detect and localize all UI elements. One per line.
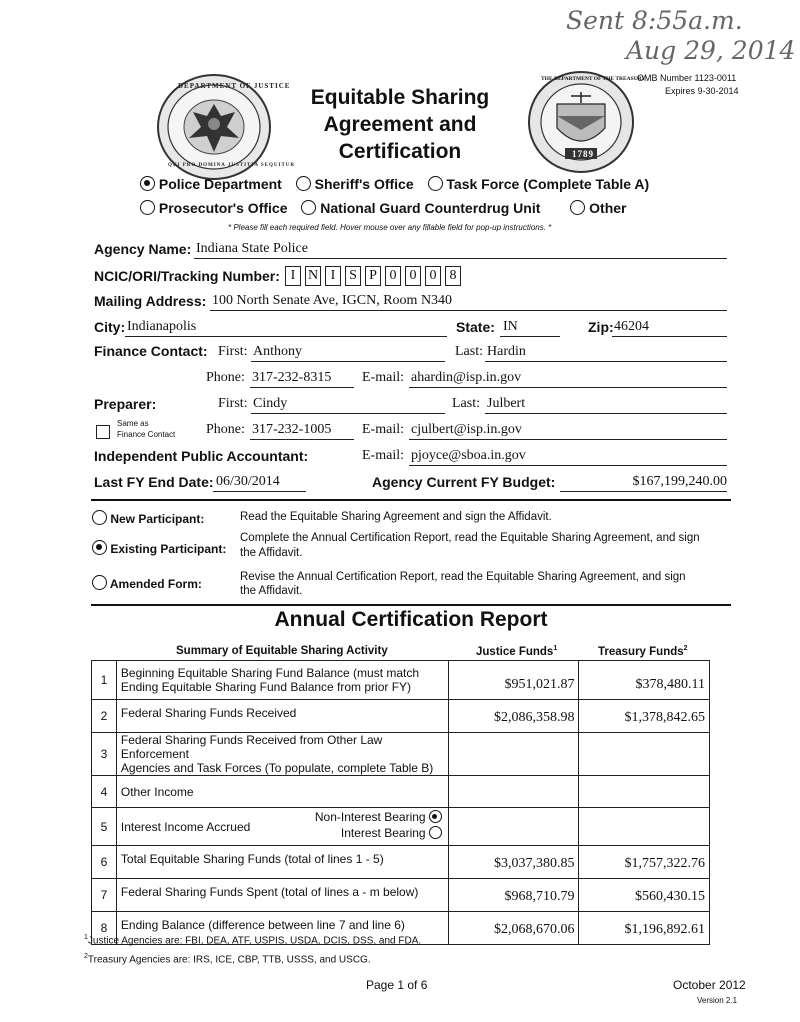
footnote-2-text: Treasury Agencies are: IRS, ICE, CBP, TTB, USSS, and USCG. [87,954,371,966]
row-number: 2 [92,700,117,733]
preparer-last-label: Last: [452,396,480,411]
preparer-first-field[interactable]: Cindy [253,396,288,411]
fy-end-label: Last FY End Date: [94,474,214,490]
row-description [116,700,448,733]
section-divider [91,499,731,501]
treasury-amount-field[interactable]: $1,196,892.61 [579,912,710,945]
agency-type-other-label: Other [589,200,627,216]
finance-first-field[interactable]: Anthony [253,344,302,359]
treasury-amount-field[interactable]: $1,378,842.65 [579,700,710,733]
table-row [92,733,710,776]
existing-participant-option[interactable] [92,540,226,556]
table-row [92,700,710,733]
row-number: 6 [92,846,117,879]
row-number: 4 [92,776,117,808]
form-title-line3: Certification [338,140,462,163]
accountant-email-field[interactable]: pjoyce@sboa.in.gov [411,448,526,463]
treasury-amount-field[interactable] [579,808,710,846]
ncic-char: N [305,266,321,286]
footnote-2-marker: 2 [84,953,88,960]
row-line1: Ending Balance (difference between line 7 and line 6) [120,918,405,932]
preparer-email-field[interactable]: cjulbert@isp.in.gov [411,422,522,437]
radio-existing-participant[interactable] [92,540,107,555]
amended-form-label: Amended Form: [109,577,202,591]
treasury-amount-field[interactable] [579,776,710,808]
radio-amended-form[interactable] [92,575,107,590]
agency-type-task-force-label: Task Force (Complete Table A) [446,176,650,192]
justice-amount-field[interactable] [448,776,579,808]
ncic-char: I [325,266,341,286]
row-line1: Beginning Equitable Sharing Fund Balance (must match [120,666,420,680]
agency-type-task-force[interactable] [428,176,650,192]
preparer-first-label: First: [218,396,248,411]
finance-phone-field[interactable]: 317-232-8315 [252,370,332,385]
justice-amount-field[interactable]: $3,037,380.85 [448,846,579,879]
agency-type-sheriff-label: Sheriff's Office [314,176,414,192]
agency-name-label: Agency Name: [94,241,192,257]
existing-participant-desc1: Complete the Annual Certification Report, read the Equitable Sharing Agreement, and sign [240,532,700,544]
amended-form-desc1: Revise the Annual Certification Report, read the Equitable Sharing Agreement, and sign [240,571,686,583]
finance-last-label: Last: [455,344,483,359]
col-treasury-header [598,645,688,658]
ncic-char: P [365,266,381,286]
fy-end-date-field[interactable]: 06/30/2014 [216,474,280,489]
justice-amount-field[interactable] [448,733,579,776]
amended-form-desc2: the Affidavit. [240,585,303,597]
fy-budget-label: Agency Current FY Budget: [372,474,556,490]
row-line1: Federal Sharing Funds Received [120,706,297,720]
footnote-2 [84,953,371,965]
row-description [116,733,448,776]
report-title: Annual Certification Report [274,608,548,631]
col-justice-header [476,645,557,658]
row-line1: Federal Sharing Funds Spent (total of lines a - m below) [120,885,419,899]
preparer-email-label: E-mail: [362,422,404,437]
mailing-address-field[interactable]: 100 North Senate Ave, IGCN, Room N340 [212,293,453,308]
radio-sheriffs-office[interactable] [296,176,311,191]
justice-amount-field[interactable]: $968,710.79 [448,879,579,912]
amended-form-option[interactable] [92,575,202,591]
footnote-1 [84,934,421,946]
mailing-address-label: Mailing Address: [94,293,207,309]
interest-bearing-option[interactable] [341,826,442,840]
justice-amount-field[interactable]: $951,021.87 [448,661,579,700]
treasury-amount-field[interactable]: $1,757,322.76 [579,846,710,879]
treasury-amount-field[interactable]: $378,480.11 [579,661,710,700]
new-participant-option[interactable] [92,510,204,526]
justice-amount-field[interactable]: $2,068,670.06 [448,912,579,945]
zip-label: Zip: [588,319,614,335]
form-title-line1: Equitable Sharing [310,86,490,109]
interest-bearing-label: Interest Bearing [340,826,426,840]
row-line1: Other Income [120,784,194,799]
ncic-char: 8 [445,266,461,286]
preparer-phone-field[interactable]: 317-232-1005 [252,422,332,437]
zip-field[interactable]: 46204 [614,319,649,334]
justice-amount-field[interactable]: $2,086,358.98 [448,700,579,733]
finance-phone-label: Phone: [206,370,245,385]
ncic-label: NCIC/ORI/Tracking Number: [94,268,280,284]
form-version: Version 2.1 [697,996,738,1005]
same-as-label: Same as [117,419,149,428]
section-divider [91,604,731,606]
finance-email-field[interactable]: ahardin@isp.in.gov [411,370,522,385]
new-participant-label: New Participant: [110,512,205,526]
treasury-seal-top-text: THE DEPARTMENT OF THE TREASURY [541,76,646,82]
doj-seal-top-text: DEPARTMENT OF JUSTICE [178,82,291,90]
row-description [116,879,448,912]
city-label: City: [94,319,126,335]
preparer-label: Preparer: [94,396,157,412]
form-title-line2: Agreement and [323,113,477,136]
instructions-note: * Please fill each required field. Hover mouse over any fillable field for pop-up instructions. * [228,223,552,232]
treasury-amount-field[interactable] [579,733,710,776]
row-line2: Ending Equitable Sharing Fund Balance from prior FY) [120,680,412,694]
form-date: October 2012 [673,978,746,992]
table-row [92,879,710,912]
omb-number: OMB Number 1123-0011 [637,73,737,83]
agency-type-sheriff[interactable] [296,176,414,192]
state-field[interactable]: IN [503,319,518,334]
row-description [116,776,448,808]
agency-type-national-guard[interactable] [301,200,540,216]
ncic-boxes[interactable] [285,266,465,286]
agency-type-prosecutor-label: Prosecutor's Office [158,200,288,216]
justice-amount-field[interactable] [448,808,579,846]
radio-new-participant[interactable] [92,510,107,525]
ncic-char: 0 [385,266,401,286]
agency-type-prosecutor[interactable] [140,200,287,216]
col-justice-sup: 1 [553,645,558,652]
city-field[interactable]: Indianapolis [127,319,197,334]
finance-last-field[interactable]: Hardin [487,344,526,359]
radio-police-department[interactable] [140,176,155,191]
ncic-char: S [345,266,361,286]
agency-name-field[interactable]: Indiana State Police [196,241,308,256]
row-line1: Interest Income Accrued [120,819,251,834]
table-row [92,846,710,879]
radio-national-guard[interactable] [301,200,316,215]
row-line2: Agencies and Task Forces (To populate, complete Table B) [120,761,434,775]
preparer-phone-label: Phone: [206,422,245,437]
col-treasury-text: Treasury Funds [598,645,684,658]
doj-seal-bottom-text: QUI PRO DOMINA JUSTITIA SEQUITUR [168,163,296,168]
state-label: State: [456,319,495,335]
agency-type-police[interactable] [140,176,282,192]
row-number: 8 [92,912,117,945]
agency-type-other[interactable] [570,200,626,216]
non-interest-bearing-label: Non-Interest Bearing [314,810,426,824]
row-description [116,808,448,846]
row-line1: Federal Sharing Funds Received from Other Law Enforcement [120,733,383,761]
row-description [116,846,448,879]
accountant-label: Independent Public Accountant: [94,448,309,464]
annual-report-table [91,660,710,945]
radio-non-interest-bearing[interactable] [429,810,442,823]
ncic-char: 0 [425,266,441,286]
treasury-amount-field[interactable]: $560,430.15 [579,879,710,912]
radio-interest-bearing[interactable] [429,826,442,839]
finance-first-label: First: [218,344,248,359]
footnote-1-text: Justice Agencies are: FBI, DEA, ATF, USPIS, USDA, DCIS, DSS, and FDA. [87,935,422,947]
agency-type-police-label: Police Department [158,176,282,192]
table-row [92,808,710,846]
footnote-1-marker: 1 [84,934,88,941]
preparer-last-field[interactable]: Julbert [487,396,526,411]
fy-budget-field[interactable]: $167,199,240.00 [632,474,727,489]
existing-participant-desc2: the Affidavit. [240,547,303,559]
page-number: Page 1 of 6 [366,978,428,992]
col-justice-text: Justice Funds [476,645,554,658]
table-row [92,661,710,700]
ncic-char: I [285,266,301,286]
accountant-email-label: E-mail: [362,448,404,463]
row-description [116,661,448,700]
ncic-char: 0 [405,266,421,286]
row-number: 1 [92,661,117,700]
same-as-finance-checkbox[interactable] [96,425,110,439]
row-number: 5 [92,808,117,846]
handwritten-date: Aug 29, 2014 [626,36,796,65]
finance-contact-sub-label: Finance Contact [117,430,176,439]
handwritten-sent-time: Sent 8:55a.m. [566,6,743,35]
row-line1: Total Equitable Sharing Funds (total of lines 1 - 5) [120,852,384,866]
radio-prosecutors-office[interactable] [140,200,155,215]
finance-contact-label: Finance Contact: [94,343,208,359]
treasury-seal-year: 1789 [572,149,594,159]
row-number: 3 [92,733,117,776]
radio-other[interactable] [570,200,585,215]
new-participant-desc: Read the Equitable Sharing Agreement and sign the Affidavit. [240,511,552,523]
non-interest-bearing-option[interactable] [315,810,442,824]
omb-expires: Expires 9-30-2014 [665,86,739,96]
row-number: 7 [92,879,117,912]
table-row [92,776,710,808]
agency-type-national-guard-label: National Guard Counterdrug Unit [320,200,541,216]
col-summary-header: Summary of Equitable Sharing Activity [176,645,388,657]
finance-email-label: E-mail: [362,370,404,385]
col-treasury-sup: 2 [683,645,688,652]
radio-task-force[interactable] [428,176,443,191]
existing-participant-label: Existing Participant: [110,542,227,556]
